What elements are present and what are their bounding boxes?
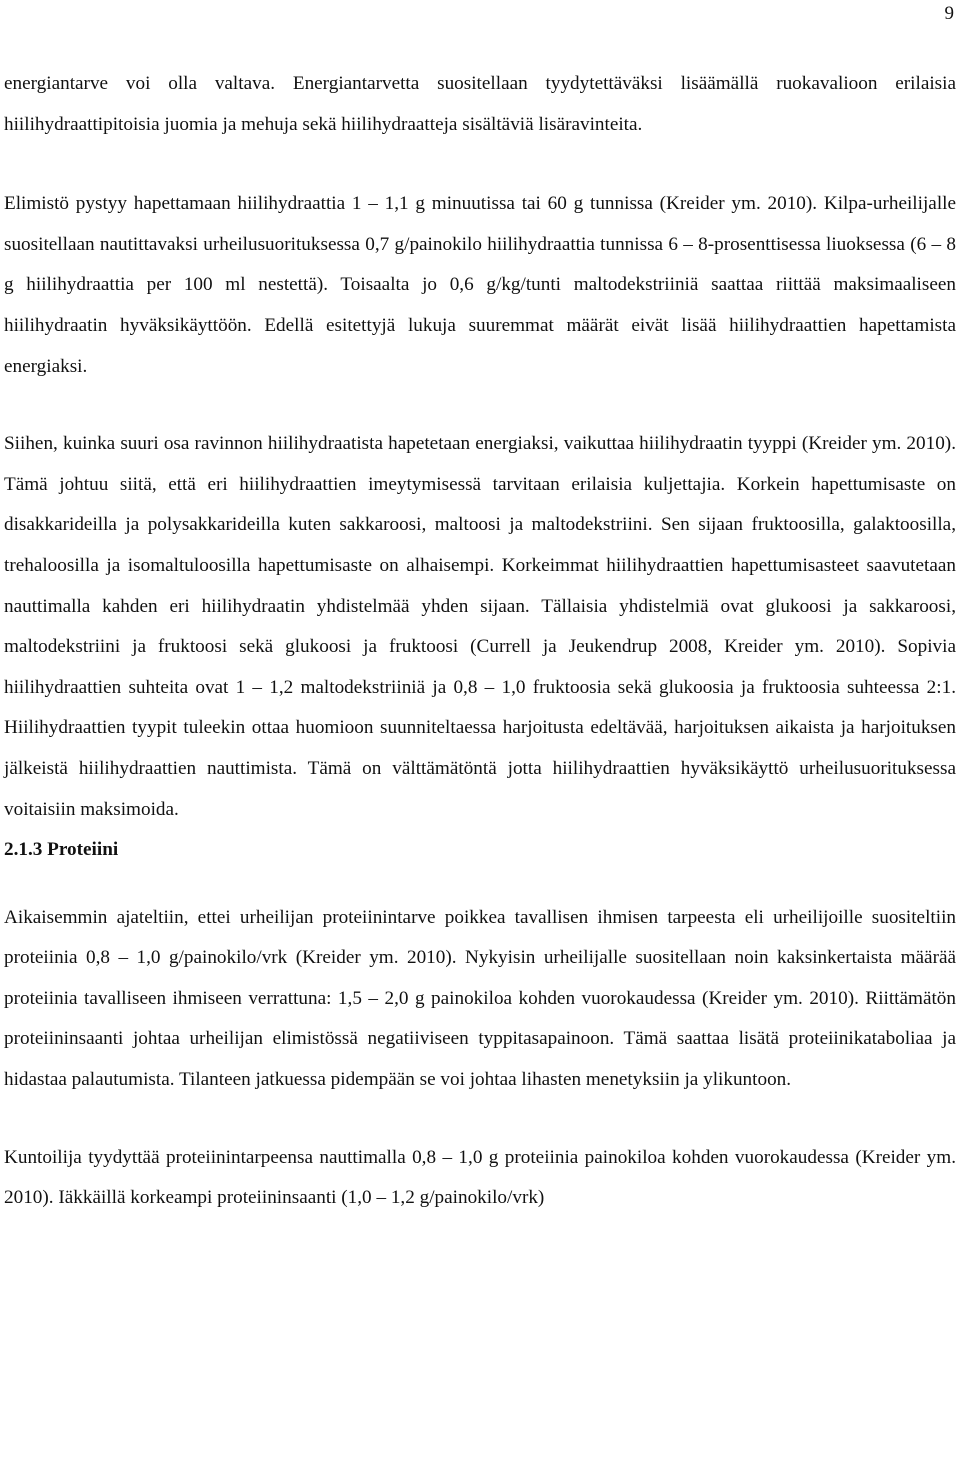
- paragraph-protein-need: Aikaisemmin ajateltiin, ettei urheilijan proteiinintarve poikkea tavallisen ihmisen tarpeesta eli urheilijoille suositeltiin proteiinia 0,8 – 1,0 g/painokilo/vrk (Kreider ym. 2010). Nykyisin urheilijalle suositellaan noin kaksinkertaista määrää proteiinia tavalliseen ihmiseen verrattuna: 1,5 – 2,0 g painokiloa kohden vuorokaudessa (Kreider ym. 2010). Riittämätön proteiininsaanti johtaa urheilijan elimistössä negatiiviseen typpitasapainoon. Tämä saattaa lisätä proteiinikataboliaa ja hidastaa palautumista. Tilanteen jatkuessa pidempään se voi johtaa lihasten menetyksiin ja ylikuntoon.: [4, 906, 956, 1091]
- page-number: 9: [944, 3, 954, 24]
- paragraph-carbohydrate-oxidation: Elimistö pystyy hapettamaan hiilihydraattia 1 – 1,1 g minuutissa tai 60 g tunnissa (Kreider ym. 2010). Kilpa-urheilijalle suositellaan nautittavaksi urheilusuorituksessa 0,7 g/painokilo hiilihydraattia tunnissa 6 – 8-prosenttisessa liuoksessa (6 – 8 g hiilihydraattia per 100 ml nestettä). Toisaalta jo 0,6 g/kg/tunti maltodekstriiniä saattaa riittää maksimaaliseen hiilihydraatin hyväksikäyttöön. Edellä esitettyjä lukuja suuremmat määrät eivät lisää hiilihydraattien hapettamista energiaksi.: [4, 193, 956, 377]
- paragraph-carbohydrate-types: Siihen, kuinka suuri osa ravinnon hiilihydraatista hapetetaan energiaksi, vaikuttaa hiilihydraatin tyyppi (Kreider ym. 2010). Tämä johtuu siitä, että eri hiilihydraattien imeytymisessä tarvitaan erilaisia kuljettajia. Korkein hapettumisaste on disakkarideilla ja polysakkarideilla kuten sakkaroosi, maltoosi ja maltodekstriini. Sen sijaan fruktoosilla, galaktoosilla, trehaloosilla ja isomaltuloosilla hapettumisaste on alhaisempi. Korkeimmat hiilihydraattien hapettumisasteet saavutetaan nauttimalla kahden eri hiilihydraatin yhdistelmää yhden sijaan. Tällaisia yhdistelmiä ovat glukoosi ja sakkaroosi, maltodekstriini ja fruktoosi sekä glukoosi ja fruktoosi (Currell ja Jeukendrup 2008, Kreider ym. 2010). Sopivia hiilihydraattien suhteita ovat 1 – 1,2 maltodekstriiniä ja 0,8 – 1,0 fruktoosia sekä glukoosia ja fruktoosia suhteessa 2:1. Hiilihydraattien tyypit tuleekin ottaa huomioon suunniteltaessa harjoitusta edeltävää, harjoituksen aikaista ja harjoituksen jälkeistä hiilihydraattien nauttimista. Tämä on välttämätöntä jotta hiilihydraattien hyväksikäyttö urheilusuorituksessa voitaisiin maksimoida.: [4, 433, 956, 820]
- section-heading-protein: 2.1.3 Proteiini: [4, 839, 119, 861]
- document-body: [4, 64, 956, 1219]
- paragraph-fitness-protein: Kuntoilija tyydyttää proteiinintarpeensa nauttimalla 0,8 – 1,0 g proteiinia painokiloa kohden vuorokaudessa (Kreider ym. 2010). Iäkkäillä korkeampi proteiininsaanti (1,0 – 1,2 g/painokilo/vrk): [4, 1146, 956, 1209]
- paragraph-energy-need: energiantarve voi olla valtava. Energiantarvetta suositellaan tyydytettäväksi lisäämällä ruokavalioon erilaisia hiilihydraattipitoisia juomia ja mehuja sekä hiilihydraatteja sisältäviä lisäravinteita.: [4, 73, 956, 135]
